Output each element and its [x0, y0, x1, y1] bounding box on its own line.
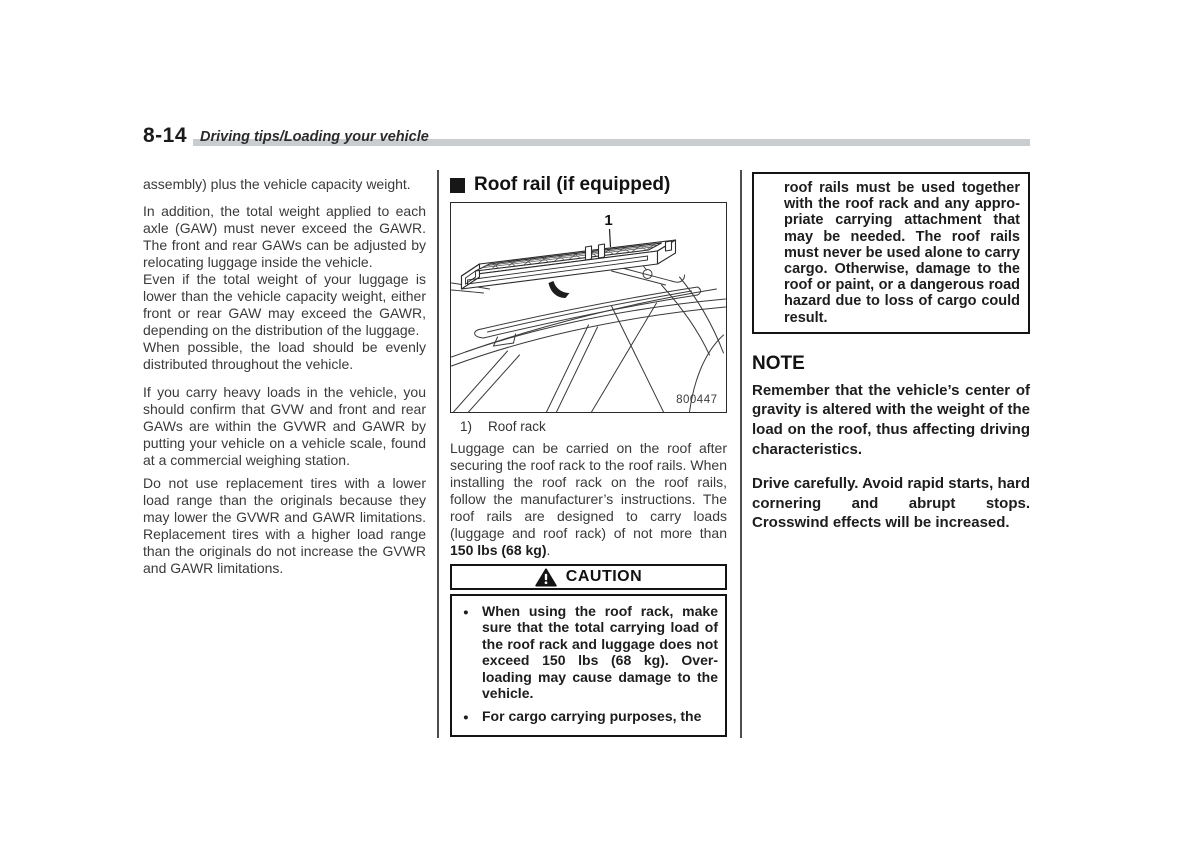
- note-paragraph: Remember that the vehicle’s center of gravity is altered with the weight of the load on the roof, thus affecting driving characteristics.: [752, 381, 1030, 458]
- note-paragraph: Drive carefully. Avoid rapid starts, hard cornering and abrupt stops. Crosswind effects will be increased.: [752, 475, 1030, 532]
- paragraph: assembly) plus the vehicle capacity weight.: [143, 176, 411, 192]
- paragraph: In addition, the total weight applied to each axle (GAW) must never exceed the GAWR. The front and rear GAWs can be adjusted by relocating luggage inside the vehicle.: [143, 203, 426, 270]
- caution-item: [457, 603, 718, 701]
- column-divider: [740, 170, 742, 738]
- caution-item: [457, 708, 718, 727]
- paragraph: If you carry heavy loads in the vehicle, you should confirm that GVW and front and rear GAWs are within the GVWR and GAWR by putting your vehicle on a vehicle scale, found at a commercial weighing station.: [143, 384, 426, 468]
- paragraph: When possible, the load should be evenly distributed throughout the vehicle.: [143, 339, 426, 372]
- page-header: [143, 124, 1030, 152]
- caption-text: Roof rack: [488, 419, 546, 434]
- paragraph: [450, 440, 727, 559]
- section-heading: [450, 174, 727, 196]
- figure-callout-label: 1: [604, 212, 613, 229]
- figure-part-number: 800447: [676, 394, 718, 406]
- caution-header: [450, 564, 727, 590]
- body-text: .: [546, 542, 551, 558]
- body-text: Luggage can be carried on the roof after securing the roof rack to the roof rails. When installing the roof rack on the roof rails, follow the manufacturer’s instructions. The roof rails are designed to carry loads (luggage and roof rack) of not more than: [450, 440, 727, 541]
- figure-caption: [450, 419, 727, 434]
- column-left: [143, 176, 426, 577]
- bullet-icon: [457, 708, 482, 727]
- note-title: NOTE: [752, 352, 805, 374]
- section-title: Roof rail (if equipped): [474, 174, 671, 195]
- caution-item-text: When using the roof rack, make sure that the total carrying load of the roof rack and luggage does not exceed 150 lbs (68 kg). Overloading may cause damage to the vehicle.: [482, 603, 718, 702]
- caution-list: [450, 594, 727, 737]
- warning-triangle-icon: [535, 568, 557, 587]
- column-middle: [450, 172, 727, 737]
- body-text-bold: 150 lbs (68 kg): [450, 542, 547, 558]
- column-divider: [437, 170, 439, 738]
- bullet-icon: [457, 603, 482, 701]
- caution-item-text: For cargo carrying purposes, the: [482, 708, 702, 725]
- paragraph: Even if the total weight of your luggage is lower than the vehicle capacity weight, either front or rear GAW may exceed the GAWR, depending on the distribution of the luggage.: [143, 271, 426, 338]
- caution-continuation-box: roof rails must be used together with the roof rack and any appropriate carrying attachment that may be needed. The roof rails must never be used alone to carry cargo. Otherwise, damage to the roof or paint, or a dangerous road hazard due to loss of cargo could result.: [752, 172, 1030, 334]
- section-square-icon: [450, 178, 465, 193]
- caution-title: CAUTION: [565, 568, 643, 585]
- caption-index: 1): [460, 419, 473, 434]
- paragraph: Do not use replacement tires with a lower load range than the originals because they may lower the GVWR and GAWR limitations. Replacement tires with a higher load range than the originals do not increase the GVWR and GAWR limitations.: [143, 475, 426, 576]
- column-right: [752, 172, 1030, 548]
- chapter-title: Driving tips/Loading your vehicle: [200, 129, 429, 145]
- page-number: 8-14: [143, 124, 188, 147]
- figure: [450, 202, 727, 413]
- roof-rack-illustration: [451, 203, 726, 412]
